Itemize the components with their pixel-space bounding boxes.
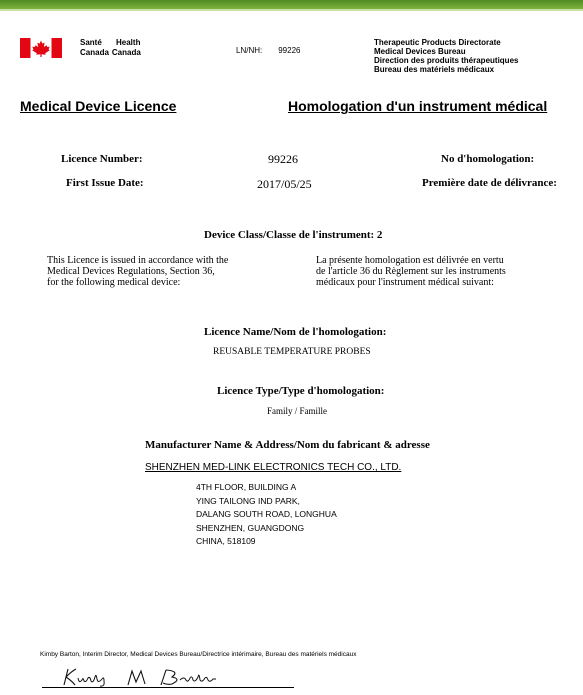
licence-number-label-fr: No d'homologation: bbox=[441, 153, 535, 165]
ln-nh-label: LN/NH: bbox=[236, 46, 263, 55]
statement-line: for the following medical device: bbox=[47, 277, 181, 288]
statement-line: This Licence is issued in accordance with the bbox=[47, 255, 229, 266]
first-issue-date-value: 2017/05/25 bbox=[257, 177, 312, 191]
address-line: YING TAILONG IND PARK, bbox=[196, 495, 300, 506]
ln-nh-value: 99226 bbox=[278, 46, 301, 55]
licence-name-label: Licence Name/Nom de l'homologation: bbox=[204, 326, 387, 338]
device-class: Device Class/Classe de l'instrument: 2 bbox=[204, 229, 383, 241]
statement-line: de l'article 36 du Règlement sur les instruments bbox=[316, 266, 506, 277]
address-line: DALANG SOUTH ROAD, LONGHUA bbox=[196, 509, 337, 520]
directorate-block bbox=[374, 38, 518, 74]
statement-line: médicaux pour l'instrument médical suivant: bbox=[316, 277, 494, 288]
header-green-underline bbox=[0, 9, 583, 11]
directorate-line: Medical Devices Bureau bbox=[374, 47, 466, 56]
directorate-line: Bureau des matériels médicaux bbox=[374, 65, 495, 74]
licence-name-value: REUSABLE TEMPERATURE PROBES bbox=[213, 347, 371, 357]
signature-line bbox=[42, 687, 294, 688]
title-french: Homologation d'un instrument médical bbox=[288, 98, 548, 114]
manufacturer-label: Manufacturer Name & Address/Nom du fabricant & adresse bbox=[145, 439, 430, 451]
directorate-line: Therapeutic Products Directorate bbox=[374, 38, 501, 47]
signatory-caption: Kimby Barton, Interim Director, Medical Devices Bureau/Directrice intérimaire, Bureau des matériels médicaux bbox=[40, 651, 357, 658]
address-line: SHENZHEN, GUANGDONG bbox=[196, 522, 305, 533]
header-green-bar bbox=[0, 0, 583, 9]
statement-french bbox=[316, 255, 506, 288]
manufacturer-name: SHENZHEN MED-LINK ELECTRONICS TECH CO., LTD. bbox=[145, 462, 402, 473]
statement-english bbox=[47, 255, 228, 288]
canada-en-label: Canada bbox=[111, 48, 141, 57]
licence-number-value: 99226 bbox=[268, 152, 298, 166]
first-issue-date-label: First Issue Date: bbox=[66, 177, 144, 189]
address-line: 4TH FLOOR, BUILDING A bbox=[196, 482, 297, 492]
manufacturer-address bbox=[196, 481, 337, 549]
statement-line: Medical Devices Regulations, Section 36, bbox=[47, 266, 215, 277]
statement-line: La présente homologation est délivrée en vertu bbox=[316, 255, 504, 266]
canada-flag-icon bbox=[20, 38, 62, 58]
licence-type-label: Licence Type/Type d'homologation: bbox=[217, 385, 385, 397]
department-name bbox=[80, 38, 141, 58]
handwritten-signature bbox=[42, 667, 294, 687]
title-english: Medical Device Licence bbox=[20, 98, 177, 114]
licence-type-value: Family / Famille bbox=[267, 406, 327, 416]
ln-nh-reference bbox=[236, 46, 300, 55]
first-issue-date-label-fr: Première date de délivrance: bbox=[422, 177, 557, 189]
health-label: Health bbox=[116, 38, 141, 47]
canada-fr-label: Canada bbox=[80, 48, 109, 57]
directorate-line: Direction des produits thérapeutiques bbox=[374, 56, 519, 65]
sante-label: Santé bbox=[80, 38, 102, 47]
address-line: CHINA, 518109 bbox=[196, 536, 256, 547]
licence-number-label: Licence Number: bbox=[61, 153, 143, 165]
